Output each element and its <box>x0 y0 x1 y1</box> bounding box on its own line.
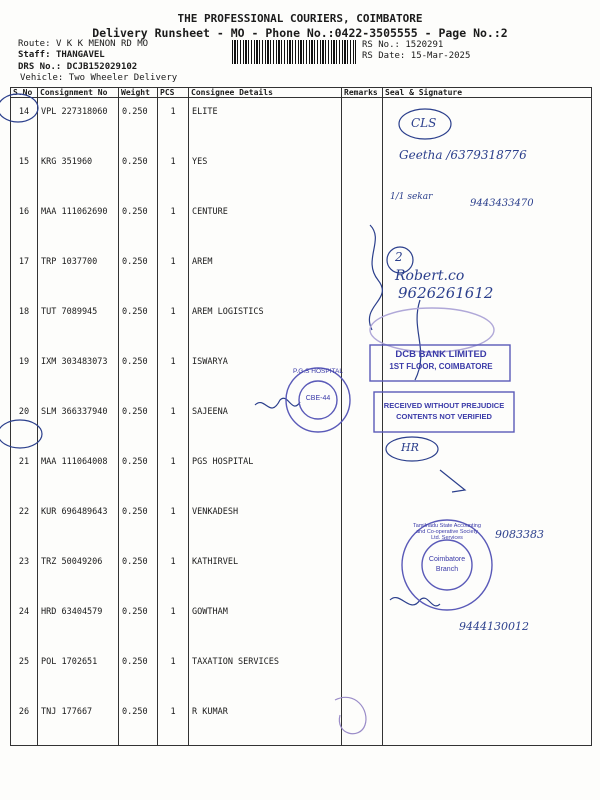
cell-sno: 20 <box>11 398 38 448</box>
drs-label: DRS No.: <box>18 62 62 72</box>
cell-pcs: 1 <box>158 148 189 198</box>
cell-consignment: TRZ 50049206 <box>38 548 119 598</box>
cell-remarks <box>342 498 383 548</box>
cell-weight: 0.250 <box>119 698 158 746</box>
cell-signature <box>383 548 592 598</box>
drs-value: DCJB152029102 <box>66 62 138 72</box>
rs-no-value: 1520291 <box>405 40 444 50</box>
cell-remarks <box>342 248 383 298</box>
tn-seal-ring-text: Tamilnadu State Accounting and Co-operative Society Ltd. Services <box>413 523 481 541</box>
cell-remarks <box>342 148 383 198</box>
received-line-2: CONTENTS NOT VERIFIED <box>396 412 492 421</box>
staff-line <box>18 50 105 60</box>
cell-weight: 0.250 <box>119 98 158 149</box>
cell-consignee: AREM LOGISTICS <box>189 298 342 348</box>
cell-pcs: 1 <box>158 648 189 698</box>
handwriting-row-22-initials: HR <box>401 441 419 454</box>
cell-pcs: 1 <box>158 198 189 248</box>
table-row <box>11 98 592 149</box>
drs-line <box>18 62 137 72</box>
table-row <box>11 698 592 746</box>
cell-consignment: SLM 366337940 <box>38 398 119 448</box>
cell-weight: 0.250 <box>119 148 158 198</box>
rs-date-line <box>362 51 470 61</box>
col-sno: S.No <box>11 88 38 98</box>
runsheet-subtitle: Delivery Runsheet - MO - Phone No.:0422-3505555 - Page No.:2 <box>92 26 508 40</box>
staff-value: THANGAVEL <box>55 50 105 60</box>
cell-consignee: AREM <box>189 248 342 298</box>
cell-consignee: KATHIRVEL <box>189 548 342 598</box>
cell-consignee: VENKADESH <box>189 498 342 548</box>
handwriting-row-18-phone: 9626261612 <box>398 284 494 302</box>
cell-weight: 0.250 <box>119 248 158 298</box>
cell-remarks <box>342 648 383 698</box>
cell-signature <box>383 298 592 348</box>
cell-remarks <box>342 698 383 746</box>
col-consignee: Consignee Details <box>189 88 342 98</box>
rs-no-label: RS No.: <box>362 40 400 50</box>
cell-consignment: VPL 227318060 <box>38 98 119 149</box>
cell-signature <box>383 698 592 746</box>
cell-consignee: GOWTHAM <box>189 598 342 648</box>
handwriting-row-16-name: 1/1 sekar <box>390 192 433 202</box>
dcb-bank-name: DCB BANK LIMITED <box>395 349 487 360</box>
cell-sno: 25 <box>11 648 38 698</box>
cell-sno: 15 <box>11 148 38 198</box>
cell-pcs: 1 <box>158 98 189 149</box>
cell-weight: 0.250 <box>119 198 158 248</box>
staff-label: Staff: <box>18 50 51 60</box>
cell-sno: 16 <box>11 198 38 248</box>
cell-sno: 19 <box>11 348 38 398</box>
cell-weight: 0.250 <box>119 498 158 548</box>
cell-consignment: MAA 111062690 <box>38 198 119 248</box>
handwriting-row-25-phone: 9083383 <box>495 528 544 541</box>
col-weight: Weight <box>119 88 158 98</box>
cell-sno: 26 <box>11 698 38 746</box>
handwriting-row-18-name: Robert.co <box>395 268 465 284</box>
cell-consignment: KUR 696489643 <box>38 498 119 548</box>
cell-weight: 0.250 <box>119 398 158 448</box>
cell-signature <box>383 648 592 698</box>
cell-consignment: HRD 63404579 <box>38 598 119 648</box>
cell-consignee: YES <box>189 148 342 198</box>
rs-date-value: 15-Mar-2025 <box>410 51 471 61</box>
handwriting-row-14-initials: CLS <box>411 116 437 130</box>
cell-consignee: PGS HOSPITAL <box>189 448 342 498</box>
pgs-seal-center: CBE-44 <box>305 395 331 402</box>
cell-consignee: ELITE <box>189 98 342 149</box>
table-row <box>11 548 592 598</box>
barcode <box>232 40 356 64</box>
cell-remarks <box>342 448 383 498</box>
tn-seal-center-1: Coimbatore <box>428 556 466 563</box>
table-row <box>11 448 592 498</box>
col-signature: Seal & Signature <box>383 88 592 98</box>
pgs-seal-ring-text: P.G.S HOSPITAL <box>293 368 343 375</box>
cell-remarks <box>342 98 383 149</box>
cell-consignee: SAJEENA <box>189 398 342 448</box>
cell-pcs: 1 <box>158 298 189 348</box>
route-value: V K K MENON RD MO <box>55 39 149 49</box>
col-consignment: Consignment No <box>38 88 119 98</box>
cell-consignment: MAA 111064008 <box>38 448 119 498</box>
received-line-1: RECEIVED WITHOUT PREJUDICE <box>383 401 505 410</box>
route-line <box>18 39 148 49</box>
cell-pcs: 1 <box>158 348 189 398</box>
col-pcs: PCS <box>158 88 189 98</box>
cell-consignee: TAXATION SERVICES <box>189 648 342 698</box>
cell-sno: 22 <box>11 498 38 548</box>
cell-pcs: 1 <box>158 698 189 746</box>
cell-consignment: TUT 7089945 <box>38 298 119 348</box>
cell-weight: 0.250 <box>119 298 158 348</box>
vehicle-label: Vehicle: <box>20 73 64 83</box>
cell-consignee: R KUMAR <box>189 698 342 746</box>
route-label: Route: <box>18 39 51 49</box>
table-row <box>11 298 592 348</box>
dcb-bank-floor: 1ST FLOOR, COIMBATORE <box>389 362 493 371</box>
handwriting-row-15: Geetha /6379318776 <box>399 148 527 162</box>
rs-no-line <box>362 40 443 50</box>
vehicle-line <box>20 73 177 83</box>
table-header-row <box>11 88 592 98</box>
cell-weight: 0.250 <box>119 348 158 398</box>
cell-consignee: CENTURE <box>189 198 342 248</box>
table-row <box>11 248 592 298</box>
cell-weight: 0.250 <box>119 548 158 598</box>
cell-pcs: 1 <box>158 398 189 448</box>
rs-date-label: RS Date: <box>362 51 406 61</box>
cell-consignment: IXM 303483073 <box>38 348 119 398</box>
cell-pcs: 1 <box>158 248 189 298</box>
cell-weight: 0.250 <box>119 648 158 698</box>
cell-sno: 23 <box>11 548 38 598</box>
tn-seal-center-2: Branch <box>435 566 459 573</box>
cell-sno: 24 <box>11 598 38 648</box>
cell-sno: 21 <box>11 448 38 498</box>
cell-pcs: 1 <box>158 448 189 498</box>
cell-consignment: TRP 1037700 <box>38 248 119 298</box>
handwriting-row-26-phone: 9444130012 <box>459 620 529 633</box>
handwriting-row-18-mark: 2 <box>395 250 403 264</box>
cell-sno: 17 <box>11 248 38 298</box>
col-remarks: Remarks <box>342 88 383 98</box>
cell-remarks <box>342 298 383 348</box>
cell-sno: 14 <box>11 98 38 149</box>
cell-remarks <box>342 598 383 648</box>
cell-pcs: 1 <box>158 548 189 598</box>
cell-weight: 0.250 <box>119 448 158 498</box>
cell-consignment: TNJ 177667 <box>38 698 119 746</box>
cell-weight: 0.250 <box>119 598 158 648</box>
cell-consignment: KRG 351960 <box>38 148 119 198</box>
table-row <box>11 648 592 698</box>
cell-consignee: ISWARYA <box>189 348 342 398</box>
handwriting-row-16-phone: 9443433470 <box>470 198 534 209</box>
cell-pcs: 1 <box>158 498 189 548</box>
cell-remarks <box>342 198 383 248</box>
cell-sno: 18 <box>11 298 38 348</box>
cell-consignment: POL 1702651 <box>38 648 119 698</box>
cell-signature <box>383 448 592 498</box>
company-title: THE PROFESSIONAL COURIERS, COIMBATORE <box>177 12 423 25</box>
vehicle-value: Two Wheeler Delivery <box>68 73 178 83</box>
cell-pcs: 1 <box>158 598 189 648</box>
cell-remarks <box>342 548 383 598</box>
